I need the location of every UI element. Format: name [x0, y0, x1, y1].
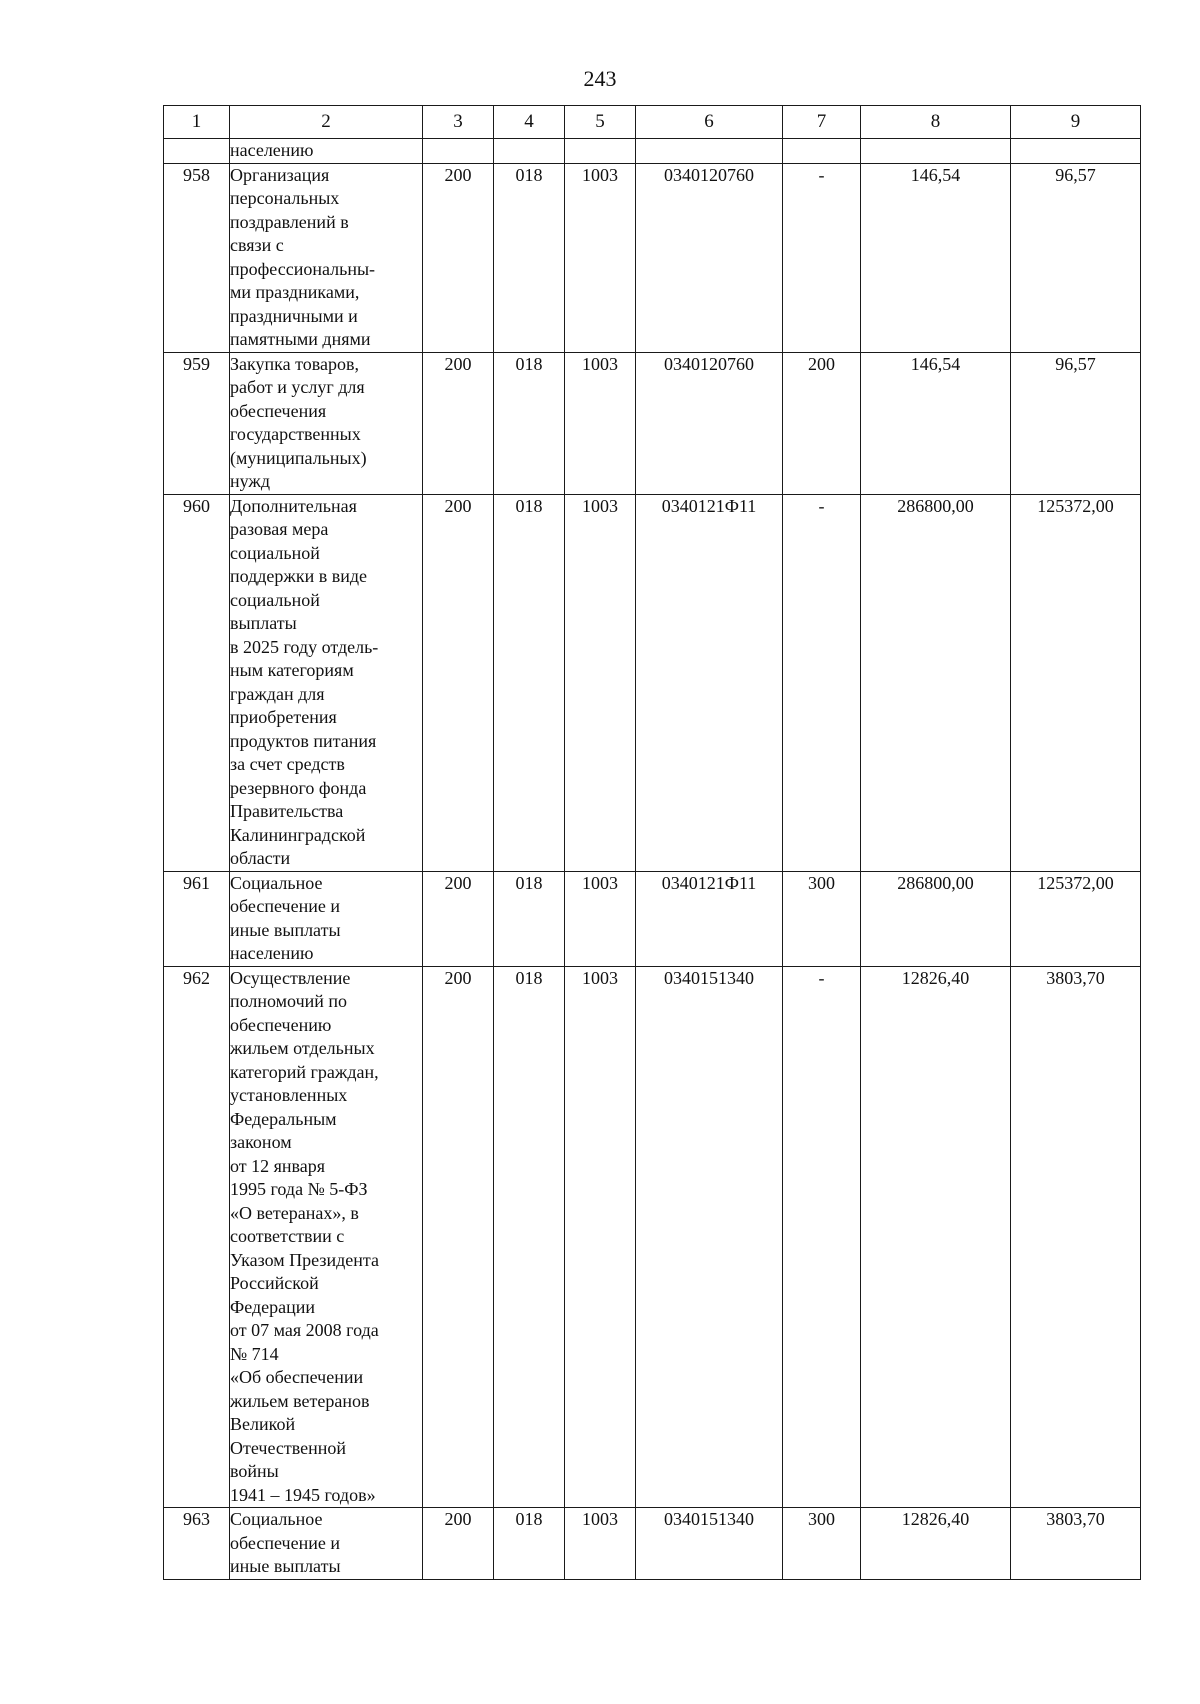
table-row [164, 966, 1141, 1508]
row-name-line: Социальное [230, 1509, 323, 1529]
row-cell-c4 [494, 139, 565, 164]
row-name-line: населению [230, 140, 314, 160]
row-cell-c8: 286800,00 [861, 494, 1011, 871]
row-number-cell [164, 139, 230, 164]
row-name-cell [230, 871, 423, 966]
column-header-1: 1 [164, 106, 230, 139]
column-header-5: 5 [565, 106, 636, 139]
row-cell-c4: 018 [494, 494, 565, 871]
row-name-line: выплаты [230, 613, 297, 633]
row-name-line: Великой [230, 1414, 296, 1434]
row-cell-c6: 0340151340 [636, 966, 783, 1508]
row-cell-c3: 200 [423, 494, 494, 871]
column-header-3: 3 [423, 106, 494, 139]
row-name-line: праздничными и [230, 305, 358, 326]
row-number-cell: 960 [164, 494, 230, 871]
row-cell-c4: 018 [494, 871, 565, 966]
row-cell-c4: 018 [494, 352, 565, 494]
row-cell-c3: 200 [423, 966, 494, 1508]
row-name-line: Калининградской [230, 824, 366, 845]
row-name-line: полномочий по [230, 991, 348, 1011]
row-name-line: социальной [230, 542, 320, 563]
row-name-line: в 2025 году отдель- [230, 636, 379, 657]
row-name-line: разовая мера [230, 519, 329, 539]
row-cell-c6: 0340121Ф11 [636, 871, 783, 966]
page-number: 243 [583, 66, 617, 91]
row-cell-c8: 146,54 [861, 163, 1011, 352]
row-cell-c7: 300 [783, 871, 861, 966]
table-body [164, 139, 1141, 1580]
row-name-line: Организация [230, 164, 330, 185]
header-row [164, 106, 1141, 139]
row-cell-c5: 1003 [565, 871, 636, 966]
row-name-line: жильем ветеранов [230, 1390, 370, 1411]
row-cell-c8: 146,54 [861, 352, 1011, 494]
table-row [164, 352, 1141, 494]
row-cell-c9 [1011, 139, 1141, 164]
row-name-line: Правительства [230, 801, 344, 821]
row-cell-c9: 125372,00 [1011, 871, 1141, 966]
row-cell-c4: 018 [494, 966, 565, 1508]
row-name-line: от 07 мая 2008 года [230, 1320, 379, 1340]
row-cell-c6: 0340151340 [636, 1508, 783, 1580]
row-name-line: обеспечения [230, 400, 327, 421]
row-name-line: памятными днями [230, 329, 371, 349]
row-name-line: обеспечение и [230, 1532, 340, 1553]
row-cell-c7 [783, 139, 861, 164]
column-header-2: 2 [230, 106, 423, 139]
row-name-line: профессиональны- [230, 258, 376, 279]
row-name-line: продуктов питания [230, 730, 377, 751]
row-name-line: резервного фонда [230, 777, 367, 798]
row-name-line: работ и услуг для [230, 377, 365, 397]
row-cell-c7: - [783, 494, 861, 871]
row-cell-c4: 018 [494, 1508, 565, 1580]
row-name-line: населению [230, 943, 314, 963]
table-row [164, 871, 1141, 966]
row-cell-c7: - [783, 966, 861, 1508]
row-name-line: связи с [230, 235, 284, 255]
row-name-line: нужд [230, 471, 270, 491]
column-header-8: 8 [861, 106, 1011, 139]
row-cell-c9: 3803,70 [1011, 1508, 1141, 1580]
column-header-7: 7 [783, 106, 861, 139]
row-cell-c3: 200 [423, 1508, 494, 1580]
row-cell-c5: 1003 [565, 966, 636, 1508]
row-name-line: войны [230, 1461, 279, 1481]
row-cell-c9: 96,57 [1011, 352, 1141, 494]
row-number-cell: 962 [164, 966, 230, 1508]
row-name-cell [230, 966, 423, 1508]
row-cell-c8: 286800,00 [861, 871, 1011, 966]
row-name-cell [230, 1508, 423, 1580]
row-name-line: поздравлений в [230, 211, 349, 232]
row-name-line: Российской [230, 1273, 319, 1293]
row-name-line: граждан для [230, 683, 325, 704]
row-name-line: обеспечению [230, 1014, 332, 1035]
row-name-line: Осуществление [230, 967, 351, 988]
row-cell-c6 [636, 139, 783, 164]
row-name-line: Федерации [230, 1296, 316, 1317]
row-name-cell [230, 494, 423, 871]
row-cell-c9: 3803,70 [1011, 966, 1141, 1508]
table-row [164, 1508, 1141, 1580]
row-name-line: (муниципальных) [230, 447, 367, 468]
row-name-line: «О ветеранах», в [230, 1202, 359, 1223]
row-name-line: от 12 января [230, 1155, 326, 1176]
row-cell-c4: 018 [494, 163, 565, 352]
row-cell-c5: 1003 [565, 494, 636, 871]
row-cell-c3 [423, 139, 494, 164]
row-cell-c8: 12826,40 [861, 1508, 1011, 1580]
row-cell-c5: 1003 [565, 352, 636, 494]
row-cell-c5 [565, 139, 636, 164]
row-cell-c9: 96,57 [1011, 163, 1141, 352]
row-name-line: иные выплаты [230, 1556, 341, 1576]
row-name-line: Федеральным [230, 1108, 337, 1129]
row-name-line: государственных [230, 424, 361, 444]
row-cell-c7: 300 [783, 1508, 861, 1580]
row-name-line: ным категориям [230, 660, 354, 680]
row-name-line: социальной [230, 589, 320, 610]
row-cell-c6: 0340120760 [636, 163, 783, 352]
row-cell-c3: 200 [423, 163, 494, 352]
row-name-line: Дополнительная [230, 495, 357, 516]
row-name-line: жильем отдельных [230, 1038, 375, 1058]
column-header-6: 6 [636, 106, 783, 139]
row-cell-c9: 125372,00 [1011, 494, 1141, 871]
row-name-line: поддержки в виде [230, 566, 368, 586]
row-number-cell: 959 [164, 352, 230, 494]
row-name-line: соответствии с [230, 1226, 345, 1246]
row-name-line: 1941 – 1945 годов» [230, 1484, 376, 1505]
row-cell-c3: 200 [423, 352, 494, 494]
row-name-line: обеспечение и [230, 896, 340, 916]
row-name-line: персональных [230, 188, 340, 208]
row-name-cell [230, 163, 423, 352]
row-number-cell: 961 [164, 871, 230, 966]
row-name-line: области [230, 848, 291, 868]
row-cell-c5: 1003 [565, 1508, 636, 1580]
row-number-cell: 963 [164, 1508, 230, 1580]
row-name-line: установленных [230, 1085, 348, 1105]
row-cell-c8: 12826,40 [861, 966, 1011, 1508]
row-cell-c8 [861, 139, 1011, 164]
row-name-line: категорий граждан, [230, 1061, 379, 1082]
row-name-line: «Об обеспечении [230, 1367, 364, 1387]
table-row [164, 494, 1141, 871]
column-header-9: 9 [1011, 106, 1141, 139]
row-cell-c6: 0340120760 [636, 352, 783, 494]
row-cell-c7: - [783, 163, 861, 352]
row-name-line: Социальное [230, 872, 323, 893]
table-row [164, 163, 1141, 352]
row-name-line: за счет средств [230, 754, 345, 774]
row-cell-c5: 1003 [565, 163, 636, 352]
row-name-line: Отечественной [230, 1437, 347, 1458]
row-name-line: 1995 года № 5-ФЗ [230, 1179, 368, 1199]
budget-table [163, 105, 1141, 1580]
row-name-line: законом [230, 1132, 292, 1152]
row-name-line: приобретения [230, 707, 337, 727]
row-number-cell: 958 [164, 163, 230, 352]
row-name-cell [230, 139, 423, 164]
row-name-line: Закупка товаров, [230, 353, 359, 374]
row-cell-c6: 0340121Ф11 [636, 494, 783, 871]
row-cell-c7: 200 [783, 352, 861, 494]
row-name-line: ми праздниками, [230, 282, 360, 302]
row-name-line: Указом Президента [230, 1249, 379, 1270]
table-row [164, 139, 1141, 164]
row-name-line: № 714 [230, 1343, 279, 1364]
column-header-4: 4 [494, 106, 565, 139]
row-name-cell [230, 352, 423, 494]
row-name-line: иные выплаты [230, 919, 341, 940]
row-cell-c3: 200 [423, 871, 494, 966]
